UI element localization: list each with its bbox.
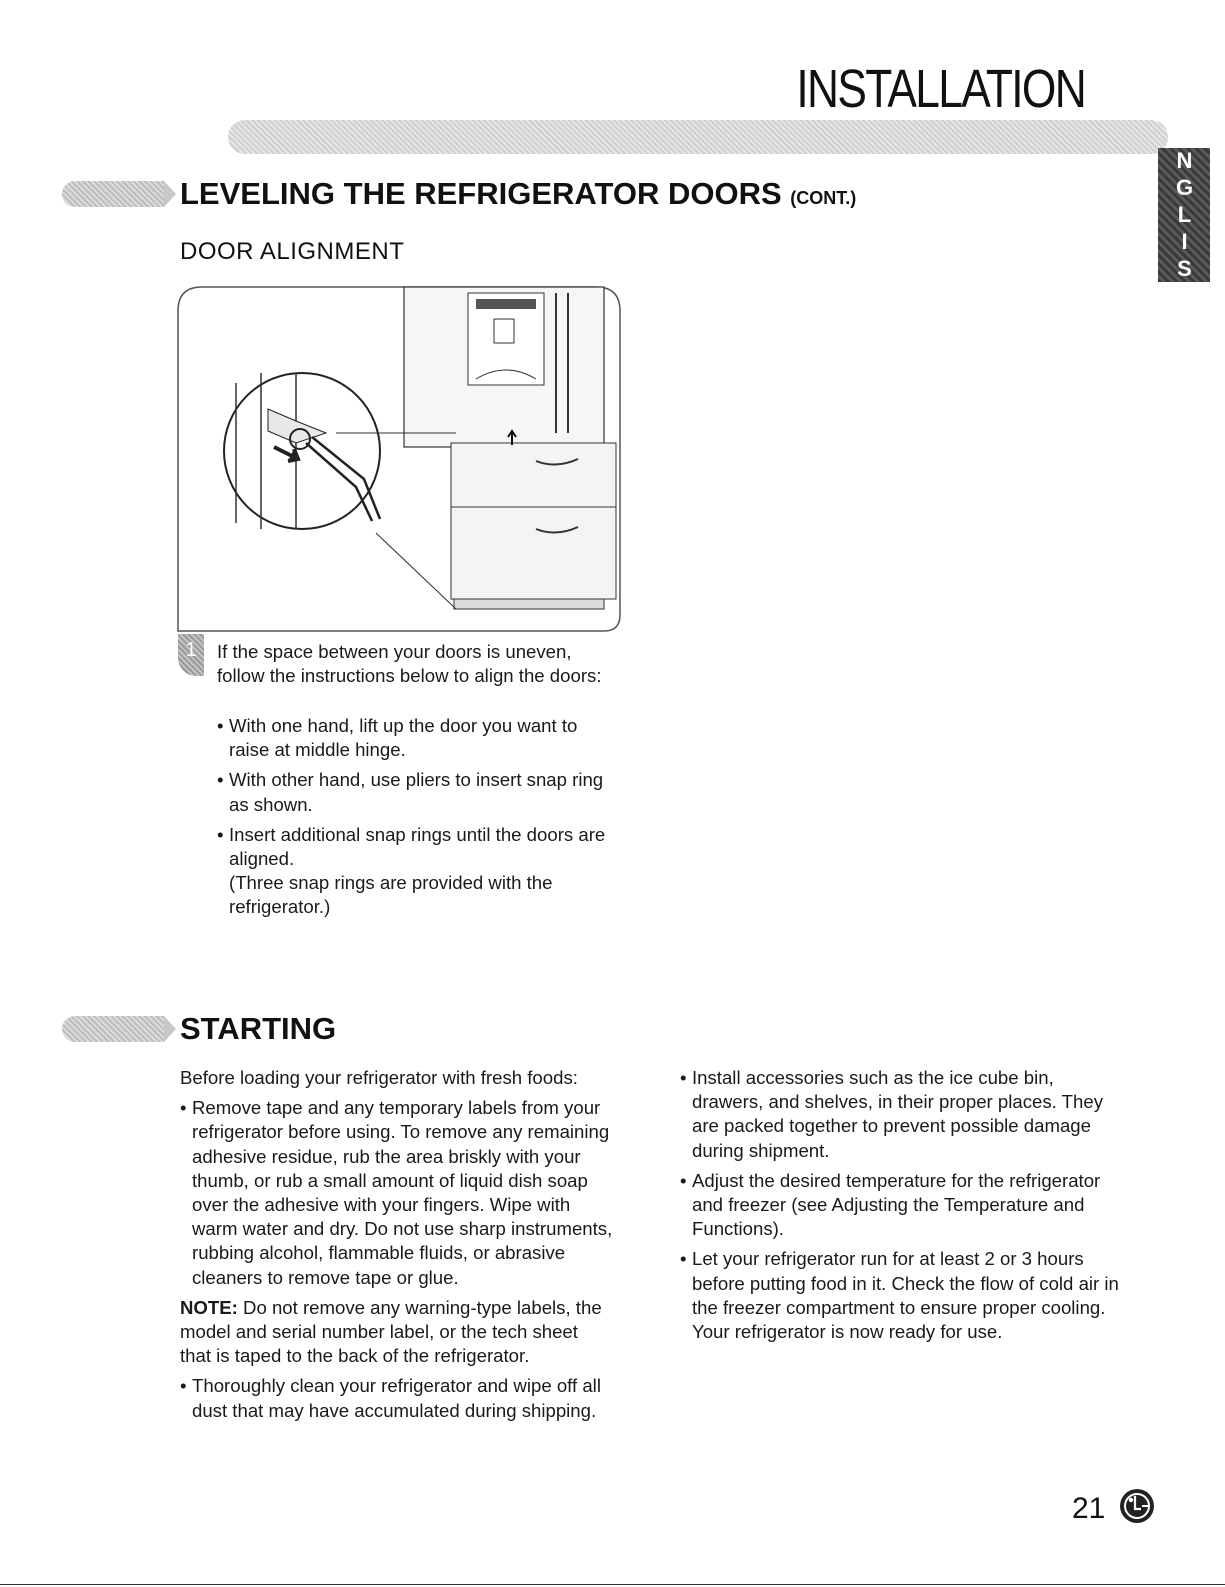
step-1-badge: 1 [178,634,204,676]
header-bar [228,120,1168,154]
page-number: 21 [1072,1492,1106,1525]
leveling-title-suffix: (CONT.) [790,188,857,208]
list-item: • Thoroughly clean your refrigerator and wipe off all dust that may have accumulated during shipping. [180,1374,632,1422]
list-item: • With other hand, use pliers to insert snap ring as shown. [217,768,617,816]
list-item: • Adjust the desired temperature for the refrigerator and freezer (see Adjusting the Temperature and Functions). [680,1169,1120,1242]
section-marker [62,1016,164,1042]
section-title-leveling [180,176,856,212]
list-item: • Insert additional snap rings until the doors are aligned. [217,823,617,871]
snap-ring-note: (Three snap rings are provided with the refrigerator.) [229,872,553,918]
language-tab-label: ENGLISH [1172,120,1197,310]
page-header-title: INSTALLATION [796,59,1085,119]
subsection-title-door-alignment: DOOR ALIGNMENT [180,238,405,265]
door-alignment-illustration [176,283,622,635]
list-item-text: Remove tape and any temporary labels from your refrigerator before using. To remove any remaining adhesive residue, rub the area briskly with your thumb, or rub a small amount of liquid dish soap over the adhesive with your fingers. Wipe with warm water and dry. Do not use sharp instruments, rubbing alcohol, flammable fluids, or abrasive cleaners to remove tape or glue. [192,1097,613,1288]
list-item-text: Let your refrigerator run for at least 2 or 3 hours before putting food in it. Check the flow of cold air in the freezer compartment to ensure proper cooling. Your refrigerator is now ready for use. [692,1248,1119,1343]
list-item-text: Adjust the desired temperature for the refrigerator and freezer (see Adjusting the Temperature and Functions). [692,1169,1101,1240]
leveling-title-text: LEVELING THE REFRIGERATOR DOORS [180,176,782,211]
list-item-text: With other hand, use pliers to insert snap ring as shown. [229,769,604,815]
list-item: • Let your refrigerator run for at least 2 or 3 hours before putting food in it. Check the flow of cold air in the freezer compartment to ensure proper cooling. Your refrigerator is now ready for use. [680,1247,1120,1344]
language-tab [1158,120,1210,310]
section-title-starting: STARTING [180,1011,337,1046]
list-item: • Remove tape and any temporary labels from your refrigerator before using. To remove any remaining adhesive residue, rub the area briskly with your thumb, or rub a small amount of liquid dish soap over the adhesive with your fingers. Wipe with warm water and dry. Do not use sharp instruments, rubbing alcohol, flammable fluids, or abrasive cleaners to remove tape or glue. [180,1096,620,1290]
note-paragraph [180,1296,610,1369]
list-item-text: Install accessories such as the ice cube bin, drawers, and shelves, in their proper places. They are packed together to prevent possible damage during shipment. [692,1067,1103,1161]
note-label: NOTE: [180,1296,238,1318]
note-text: Do not remove any warning-type labels, the model and serial number label, or the tech sheet that is taped to the back of the refrigerator. [180,1296,602,1367]
list-item: • With one hand, lift up the door you want to raise at middle hinge. [217,714,617,762]
lg-logo-icon [1118,1487,1156,1525]
bottom-rule [0,1584,1225,1585]
list-item: • Install accessories such as the ice cube bin, drawers, and shelves, in their proper places. They are packed together to prevent possible damage during shipment. [680,1066,1120,1163]
list-item-text: Thoroughly clean your refrigerator and wipe off all dust that may have accumulated during shipping. [192,1375,601,1421]
starting-left-column [180,1066,640,1423]
list-item-text: With one hand, lift up the door you want to raise at middle hinge. [229,715,578,761]
step-1-intro: If the space between your doors is uneven, follow the instructions below to align the doors: [217,641,602,687]
list-item-text: Insert additional snap rings until the doors are aligned. [229,823,606,870]
section-marker [62,181,164,207]
starting-right-column [680,1066,1120,1344]
starting-intro: Before loading your refrigerator with fresh foods: [180,1067,578,1088]
step-1-bullet-list [217,714,617,920]
